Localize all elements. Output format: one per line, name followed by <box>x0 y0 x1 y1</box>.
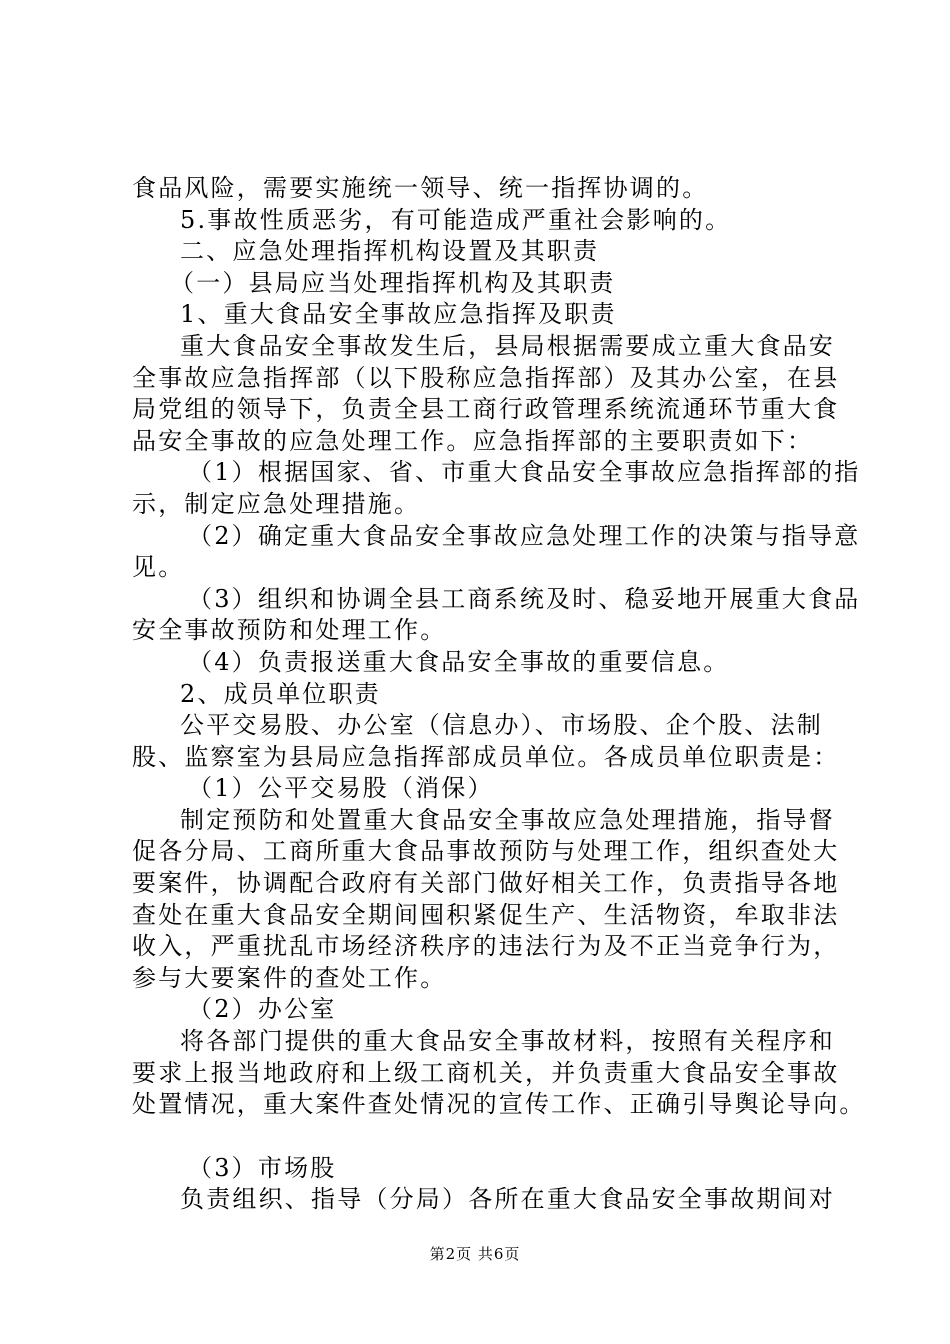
text-line: （2）确定重大食品安全事故应急处理工作的决策与指导意 <box>188 521 861 550</box>
text-line: 公平交易股、办公室（信息办）、市场股、企个股、法制 <box>180 711 823 740</box>
text-line: 制定预防和处置重大食品安全事故应急处理措施，指导督 <box>180 805 835 834</box>
text-line: 负责组织、指导（分局）各所在重大食品安全事故期间对 <box>180 1185 835 1214</box>
item-heading: （1）公平交易股（消保） <box>188 774 494 803</box>
text-line: 示，制定应急处理措施。 <box>132 489 421 518</box>
text-line: （4）负责报送重大食品安全事故的重要信息。 <box>188 647 730 676</box>
text-line: 食品风险，需要实施统一领导、统一指挥协调的。 <box>132 174 709 202</box>
text-line: 品安全事故的应急处理工作。应急指挥部的主要职责如下： <box>132 426 814 455</box>
text-line: 要案件，协调配合政府有关部门做好相关工作，负责指导各地 <box>132 869 840 898</box>
subsection-heading: （一）县局应当处理指挥机构及其职责 <box>170 268 616 297</box>
text-line: 参与大要案件的查处工作。 <box>132 963 447 992</box>
text-line: 安全事故预防和处理工作。 <box>132 616 447 645</box>
text-line: 将各部门提供的重大食品安全事故材料，按照有关程序和 <box>180 1027 835 1056</box>
text-line: 见。 <box>132 553 185 582</box>
text-line: 收入，严重扰乱市场经济秩序的违法行为及不正当竞争行为， <box>132 932 840 961</box>
section-heading: 二、应急处理指挥机构设置及其职责 <box>180 237 600 266</box>
text-line: 全事故应急指挥部（以下股称应急指挥部）及其办公室，在县 <box>132 363 840 392</box>
text-line: 查处在重大食品安全期间囤积紧促生产、生活物资，牟取非法 <box>132 900 840 929</box>
text-line: 处置情况，重大案件查处情况的宣传工作、正确引导舆论导向。 <box>132 1090 866 1119</box>
document-body <box>132 173 866 1216</box>
text-line: 重大食品安全事故发生后，县局根据需要成立重大食品安 <box>180 331 835 360</box>
text-line: 股、监察室为县局应急指挥部成员单位。各成员单位职责是： <box>132 742 840 771</box>
page-number-footer: 第2页 共6页 <box>429 1245 521 1263</box>
blank-line <box>132 1121 837 1153</box>
item-heading: 1、重大食品安全事故应急指挥及职责 <box>180 300 617 329</box>
text-line: 局党组的领导下，负责全县工商行政管理系统流通环节重大食 <box>132 395 840 424</box>
text-line: 要求上报当地政府和上级工商机关，并负责重大食品安全事故 <box>132 1058 840 1087</box>
item-heading: （3）市场股 <box>188 1153 337 1182</box>
item-heading: 2、成员单位职责 <box>180 679 381 708</box>
text-line: （1）根据国家、省、市重大食品安全事故应急指挥部的指 <box>188 458 861 487</box>
text-line: 5.事故性质恶劣，有可能造成严重社会影响的。 <box>180 205 732 234</box>
text-line: 促各分局、工商所重大食品事故预防与处理工作，组织查处大 <box>132 837 840 866</box>
text-line: （3）组织和协调全县工商系统及时、稳妥地开展重大食品 <box>188 584 861 613</box>
item-heading: （2）办公室 <box>188 995 337 1024</box>
